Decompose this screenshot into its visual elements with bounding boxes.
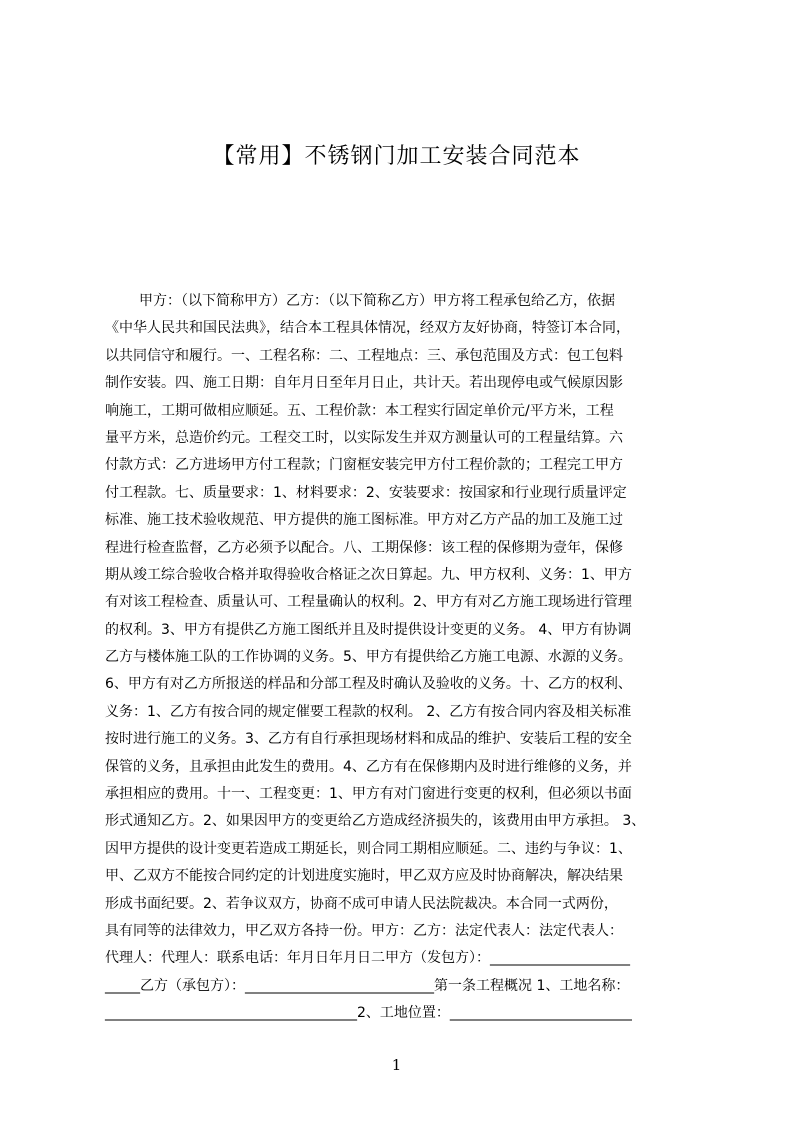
body-line: 代理人：代理人：联系电话：年月日年月日二甲方（发包方）：____________________	[105, 950, 630, 967]
body-line: 以共同信守和履行。一、工程名称：二、工程地点：三、承包范围及方式：包工包料	[105, 347, 623, 364]
body-line: 量平方米，总造价约元。工程交工时，以实际发生并双方测量认可的工程量结算。六	[105, 429, 623, 446]
body-line: 具有同等的法律效力，甲乙双方各持一份。甲方：乙方：法定代表人：法定代表人：	[105, 922, 623, 939]
body-line: 期从竣工综合验收合格并取得验收合格证之次日算起。九、甲方权利、义务：1、甲方	[105, 566, 632, 583]
body-line: 标准、施工技术验收规范、甲方提供的施工图标准。甲方对乙方产品的加工及施工过	[105, 512, 623, 529]
contract-body	[105, 288, 698, 1022]
body-line: 甲、乙双方不能按合同约定的计划进度实施时，甲乙双方应及时协商解决，解决结果	[105, 868, 623, 885]
body-line: 付工程款。七、质量要求：1、材料要求：2、安装要求：按国家和行业现行质量评定	[105, 484, 627, 501]
body-line: 程进行检查监督，乙方必须予以配合。八、工期保修：该工程的保修期为壹年，保修	[105, 539, 623, 556]
body-line: 义务：1、乙方有按合同的规定催要工程款的权利。 2、乙方有按合同内容及相关标准	[105, 703, 632, 720]
body-line: 付款方式：乙方进场甲方付工程款；门窗框安装完甲方付工程价款的；工程完工甲方	[105, 457, 623, 474]
body-line: 响施工，工期可做相应顺延。五、工程价款：本工程实行固定单价元/平方米，工程	[105, 402, 614, 419]
body-line: 制作安装。四、施工日期：自年月日至年月日止，共计天。若出现停电或气候原因影	[105, 375, 623, 392]
body-line: _____乙方（承包方）：___________________________第一条工程概况 1、工地名称：	[105, 977, 630, 994]
body-line: 保管的义务，且承担由此发生的费用。4、乙方有在保修期内及时进行维修的义务，并	[105, 758, 632, 775]
body-line: 6、甲方有对乙方所报送的样品和分部工程及时确认及验收的义务。十、乙方的权利、	[105, 676, 632, 693]
body-line: 有对该工程检查、质量认可、工程量确认的权利。2、甲方有对乙方施工现场进行管理	[105, 594, 632, 611]
body-line: 形成书面纪要。2、若争议双方，协商不成可申请人民法院裁决。本合同一式两份，	[105, 895, 618, 912]
body-line: 甲方：（以下简称甲方）乙方：（以下简称乙方）甲方将工程承包给乙方，依据	[139, 293, 615, 309]
page-number: 1	[391, 1056, 402, 1074]
body-line: 形式通知乙方。2、如果因甲方的变更给乙方造成经济损失的，该费用由甲方承担。 3、	[105, 813, 646, 830]
body-line: 乙方与楼体施工队的工作协调的义务。5、甲方有提供给乙方施工电源、水源的义务。	[105, 649, 632, 666]
body-line: 的权利。3、甲方有提供乙方施工图纸并且及时提供设计变更的义务。 4、甲方有协调	[105, 621, 632, 638]
body-line: ____________________________________2、工地位置：__________________________	[105, 1005, 632, 1022]
body-line: 《中华人民共和国民法典》，结合本工程具体情况，经双方友好协商，特签订本合同，	[105, 320, 630, 337]
body-line: 因甲方提供的设计变更若造成工期延长，则合同工期相应顺延。二、违约与争议：1、	[105, 840, 632, 857]
document-title: 【常用】不锈钢门加工安装合同范本	[212, 144, 581, 169]
body-line: 按时进行施工的义务。3、乙方有自行承担现场材料和成品的维护、安装后工程的安全	[105, 731, 632, 748]
body-line: 承担相应的费用。十一、工程变更：1、甲方有对门窗进行变更的权利，但必须以书面	[105, 786, 632, 803]
